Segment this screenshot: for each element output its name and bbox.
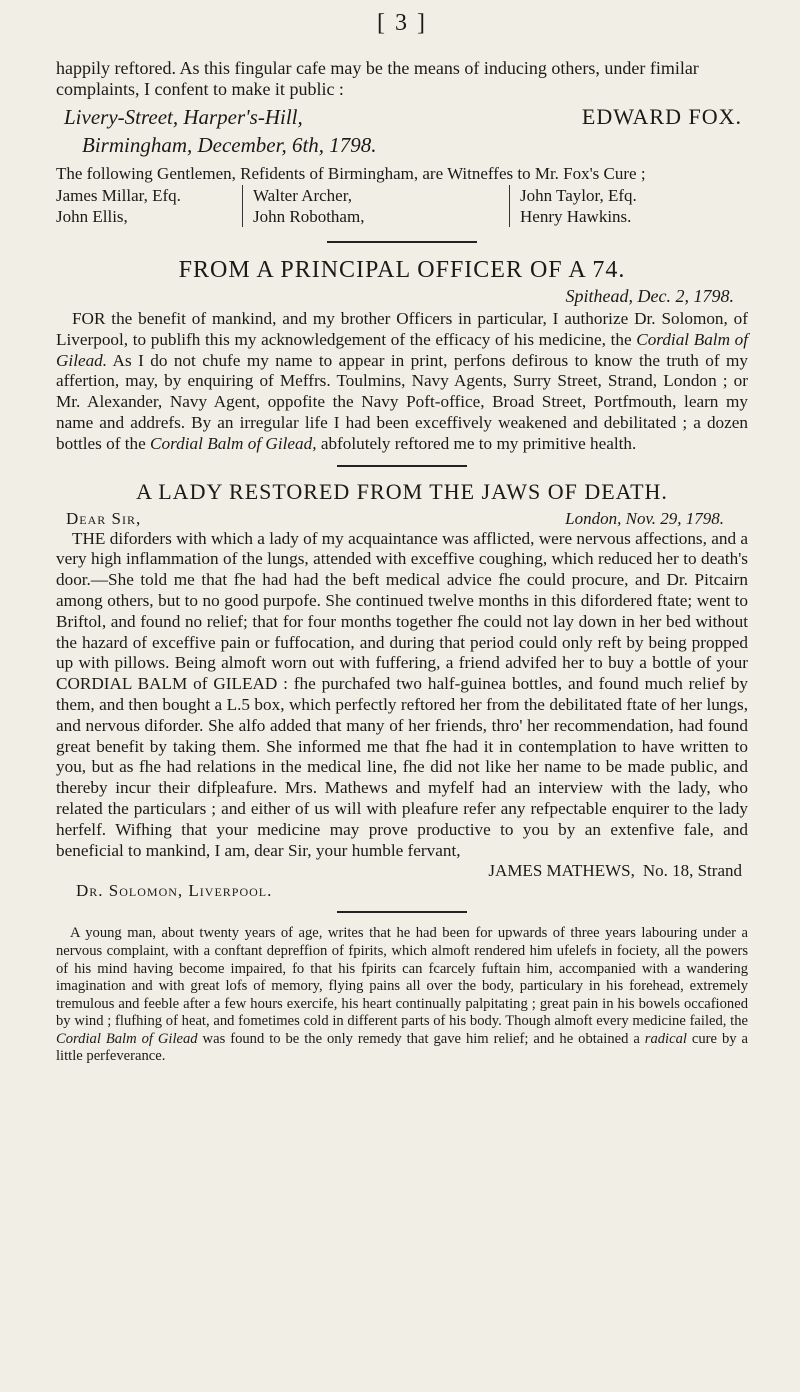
witness-name: Walter Archer, xyxy=(253,186,352,205)
witness-column xyxy=(242,185,509,227)
body-text: cure by a little perfeverance. xyxy=(56,1030,748,1065)
body-italic: Cordial Balm of Gilead, xyxy=(150,433,317,453)
officer-testimonial xyxy=(56,257,748,455)
signer-address: No. 18, Strand xyxy=(642,861,742,881)
intro-block xyxy=(56,58,748,227)
addressee: Dr. Solomon, Liverpool. xyxy=(76,881,273,901)
witness-name: John Taylor, Efq. xyxy=(520,186,637,205)
section-dateline: London, Nov. 29, 1798. xyxy=(565,508,724,528)
body-text: A young man, about twenty years of age, writes that he had been for upwards of three years labouring under a nervous complaint, with a conftant depreffion of fpirits, which almoft rendered him ufelefs in fociety, all the powers of his mind having become impaired, fo that his fpirits can fcarcely fuftain him, accompanied with a wandering imagination and with great lofs of memory, flying pains all over the body, particulary in his forehead, extremely tremulous and feeble after a few hours exercife, his heart continually palpitating ; great pain in his bowels occafioned by wind ; flufhing of heat, and fometimes cold in different parts of his body. Though almoft every medicine failed, the xyxy=(56,925,748,1030)
body-text: As I do not chufe my name to appear in print, perfons defirous to know the truth of my affertion, may, by enquiring of Meffrs. Toulmins, Navy Agents, Surry Street, Strand, London ; or Mr. Alexander, Navy Agent, oppofite the Navy Poft-office, Broad Street, Portfmouth, learn my name and addrefs. By an irregular life I had been exceffively weakened and debilitated ; a dozen bottles of the xyxy=(56,350,748,453)
young-man-testimonial xyxy=(56,925,748,1066)
section-heading: A LADY RESTORED FROM THE JAWS OF DEATH. xyxy=(136,478,668,504)
witness-intro: The following Gentlemen, Refidents of Birmingham, are Witneffes to Mr. Fox's Cure ; xyxy=(56,164,646,183)
witness-column xyxy=(56,185,242,227)
intro-text: happily reftored. As this fingular cafe may be the means of inducing others, under fimilar complaints, I confent to make it public : xyxy=(56,58,699,99)
witness-name: John Robotham, xyxy=(253,207,365,226)
body-text: abfolutely reftored me to my primitive health. xyxy=(316,433,637,453)
letter-date: Birmingham, December, 6th, 1798. xyxy=(82,133,377,157)
witness-name: Henry Hawkins. xyxy=(520,207,632,226)
witness-column xyxy=(509,185,653,227)
section-divider xyxy=(337,465,467,467)
witness-name: John Ellis, xyxy=(56,207,128,226)
body-text: FOR the benefit of mankind, and my brother Officers in particular, I authorize Dr. Solomon, of Liverpool, to publifh this my acknowledgement of the efficacy of his medicine, the xyxy=(56,309,748,349)
salutation-line xyxy=(66,509,748,529)
section-divider xyxy=(337,911,467,913)
body-italic: Cordial Balm of Gilead. xyxy=(56,329,749,370)
signer-name: JAMES MATHEWS, xyxy=(488,861,635,881)
signer-line xyxy=(56,861,742,881)
body-text: THE diforders with which a lady of my acquaintance was afflicted, were nervous affections, and a very high inflammation of the lungs, attended with exceffive coughing, which reduced her to death's door.—She told me that fhe had had the beft medical advice fhe could procure, and Dr. Pitcairn among others, but to no good purpofe. She continued twelve months in this difordered ftate; went to Briftol, and found no relief; that for four months together fhe could not lay down in her bed without the hazard of exceffive pain or fuffocation, and during that period could only reft by being propped up with pillows. Being almoft worn out with fuffering, a friend advifed her to buy a bottle of your CORDIAL BALM of GILEAD : fhe purchafed two half-guinea bottles, and found much relief by them, and then bought a L.5 box, which perfectly reftored her from the debilitated ftate of her lungs, and nervous diforder. She alfo added that many of her friends, thro' her recommendation, had found great benefit by taking them. She informed me that fhe had it in contemplation to have written to you, but as fhe had relations in the medical line, fhe did not like her name to be made public, and thereby incur their difpleafure. Mrs. Mathews and myfelf had an interview with the lady, who related the particulars ; and either of us will with pleafure refer any refpectable enquirer to the lady herfelf. Wifhing that your medicine may prove productive to you by an extenfive fale, and beneficial to mankind, I am, dear Sir, your humble fervant, xyxy=(56,528,748,860)
section-body xyxy=(56,529,748,862)
body-italic: radical xyxy=(644,1030,687,1047)
lady-testimonial xyxy=(56,479,748,902)
witness-list xyxy=(56,185,748,227)
salutation: Dear Sir, xyxy=(66,508,142,528)
section-heading: FROM A PRINCIPAL OFFICER OF A 74. xyxy=(178,257,626,283)
section-body xyxy=(56,309,748,455)
body-italic: Cordial Balm of Gilead xyxy=(56,1030,198,1047)
signature-line xyxy=(56,104,748,130)
section-dateline: Spithead, Dec. 2, 1798. xyxy=(565,286,734,306)
body-text: was found to be the only remedy that gave him relief; and he obtained a xyxy=(197,1030,645,1047)
witness-name: James Millar, Efq. xyxy=(56,186,181,205)
letter-author: EDWARD FOX. xyxy=(581,104,742,129)
section-divider xyxy=(327,241,477,243)
letter-place: Livery-Street, Harper's-Hill, xyxy=(64,105,303,129)
page-number: [ 3 ] xyxy=(377,10,427,36)
